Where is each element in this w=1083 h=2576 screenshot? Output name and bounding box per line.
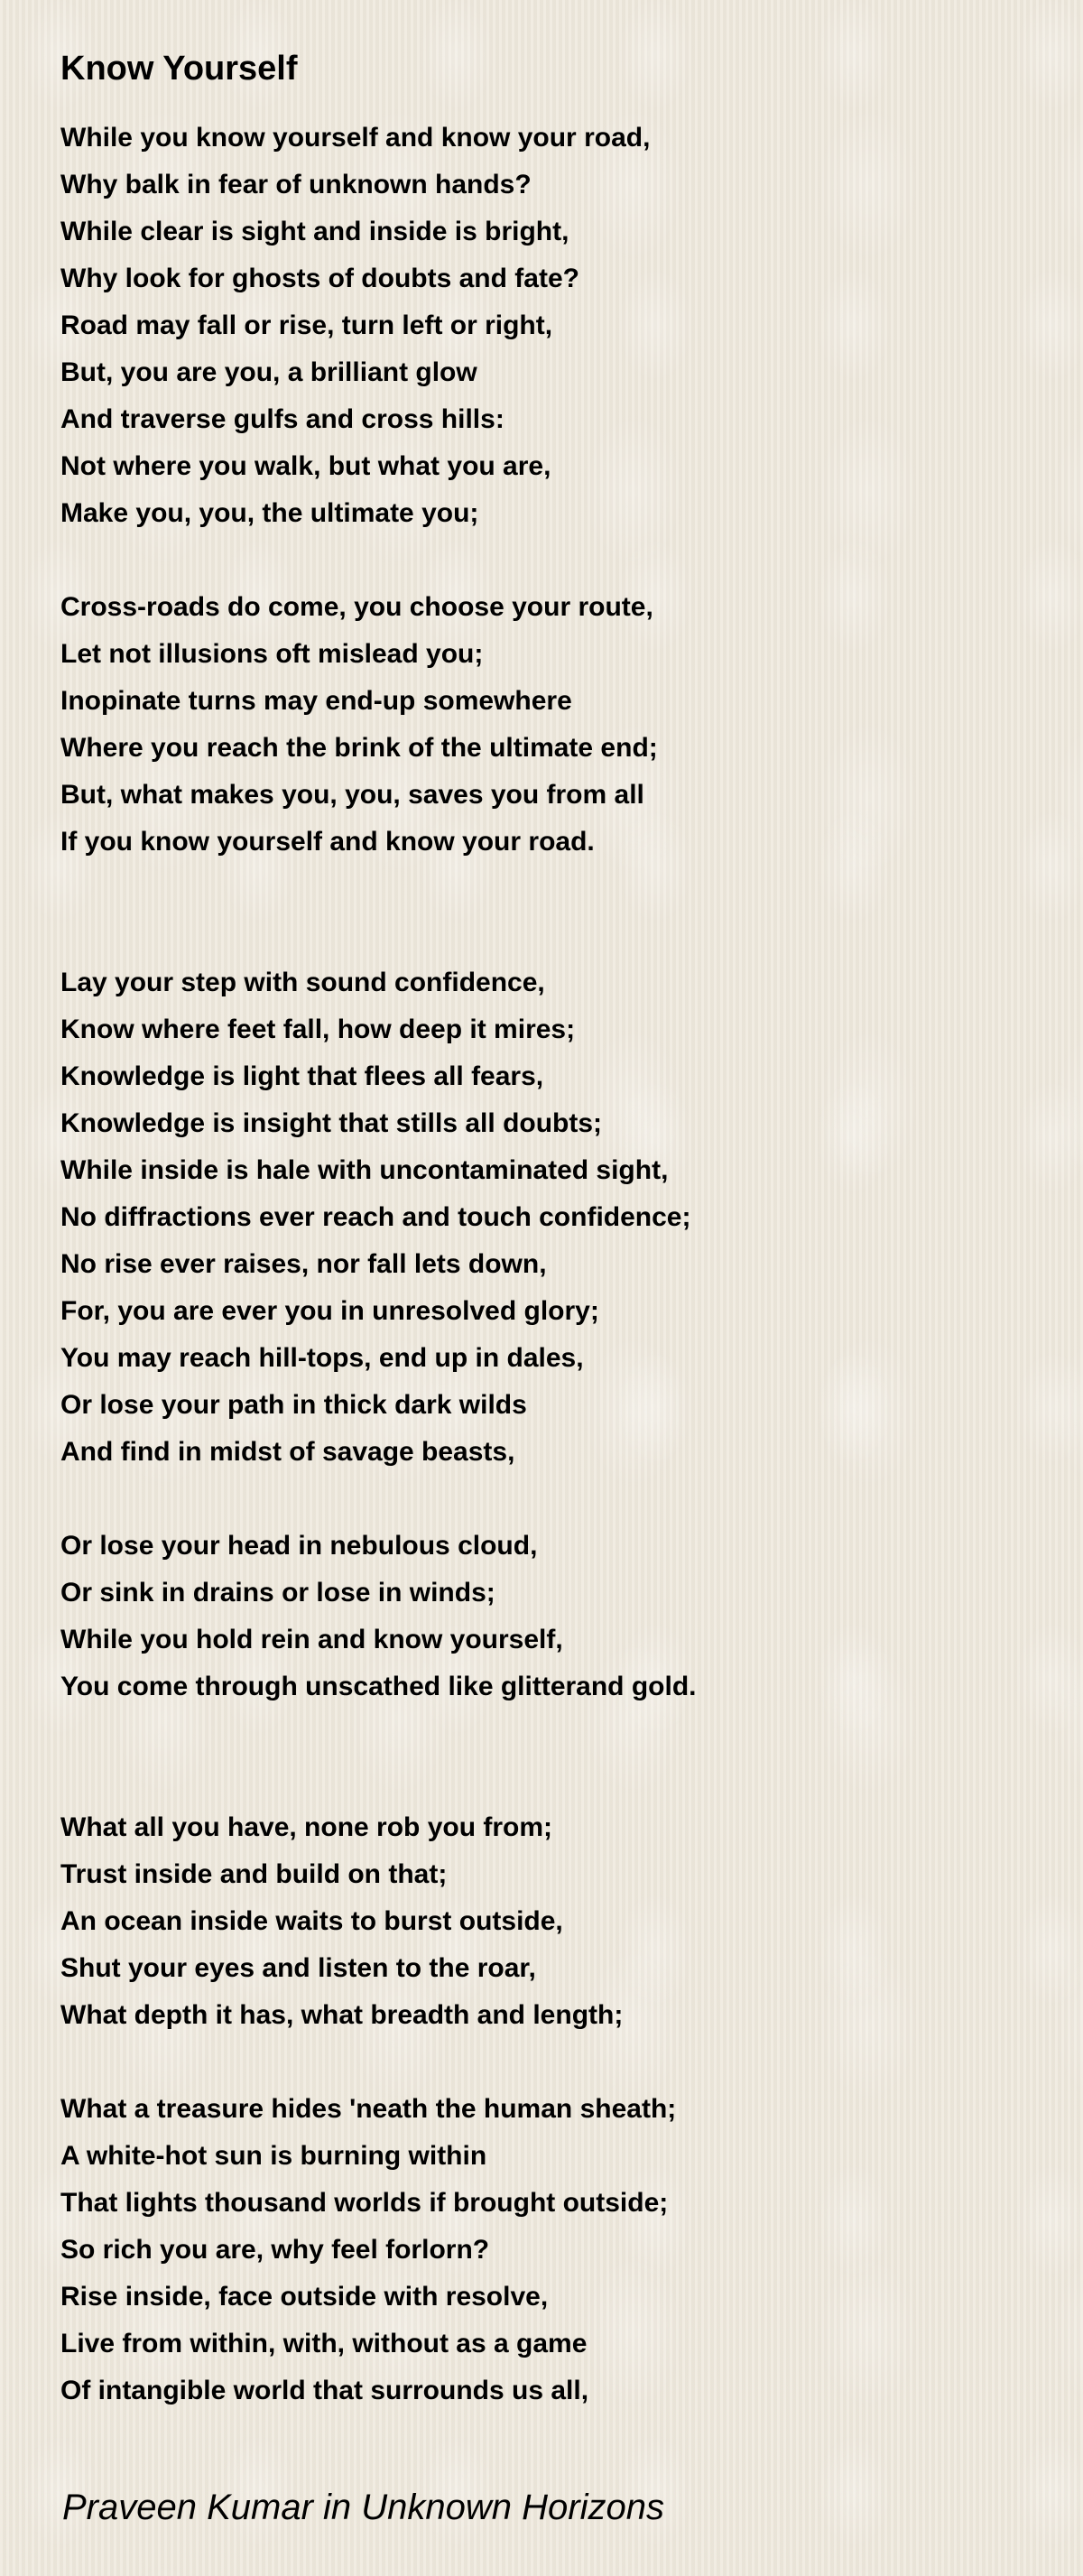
poem-line: While inside is hale with uncontaminated sight, xyxy=(60,1155,669,1185)
poem-line: Of intangible world that surrounds us all, xyxy=(60,2376,589,2405)
poem-line: Let not illusions oft mislead you; xyxy=(60,639,484,669)
poem-line: You come through unscathed like glitterand gold. xyxy=(60,1672,697,1701)
poem-line: Shut your eyes and listen to the roar, xyxy=(60,1953,536,1983)
poem-line: Lay your step with sound confidence, xyxy=(60,968,545,997)
poem-body xyxy=(60,115,1083,2414)
poem-line: Make you, you, the ultimate you; xyxy=(60,498,479,528)
poem-line: Inopinate turns may end-up somewhere xyxy=(60,686,572,716)
poem-line: No diffractions ever reach and touch confidence; xyxy=(60,1202,691,1232)
poem-line: What all you have, none rob you from; xyxy=(60,1812,553,1842)
poem-line: Why balk in fear of unknown hands? xyxy=(60,170,532,199)
stanza-break xyxy=(60,537,1083,584)
poem-line: If you know yourself and know your road. xyxy=(60,827,595,857)
poem-line: A white-hot sun is burning within xyxy=(60,2141,487,2171)
poem-title: Know Yourself xyxy=(60,50,298,88)
poem-line: Not where you walk, but what you are, xyxy=(60,451,551,481)
poem-line: But, you are you, a brilliant glow xyxy=(60,357,477,387)
poem-line: And traverse gulfs and cross hills: xyxy=(60,404,504,434)
poem-line: Or lose your head in nebulous cloud, xyxy=(60,1531,538,1561)
poem-line: Cross-roads do come, you choose your route, xyxy=(60,592,653,622)
stanza-break xyxy=(60,1710,1083,1757)
poem-line: Road may fall or rise, turn left or right, xyxy=(60,310,553,340)
poem-line: While clear is sight and inside is bright, xyxy=(60,217,569,246)
stanza-break xyxy=(60,866,1083,913)
poem-line: Trust inside and build on that; xyxy=(60,1859,448,1889)
poem-line: What a treasure hides 'neath the human sheath; xyxy=(60,2094,677,2124)
poem-line: An ocean inside waits to burst outside, xyxy=(60,1906,563,1936)
poem-line: Knowledge is light that flees all fears, xyxy=(60,1061,544,1091)
stanza-break xyxy=(60,1476,1083,1523)
poem-line: Or lose your path in thick dark wilds xyxy=(60,1390,527,1420)
poem-line: While you know yourself and know your road, xyxy=(60,123,651,153)
stanza-break xyxy=(60,1757,1083,1804)
poem-line: No rise ever raises, nor fall lets down, xyxy=(60,1249,547,1279)
poem-line: Know where feet fall, how deep it mires; xyxy=(60,1015,576,1044)
poem-line: Or sink in drains or lose in winds; xyxy=(60,1578,495,1608)
poem-line: But, what makes you, you, saves you from all xyxy=(60,780,644,810)
stanza-break xyxy=(60,913,1083,959)
poem-attribution: Praveen Kumar in Unknown Horizons xyxy=(62,2488,664,2527)
poem-line: Live from within, with, without as a game xyxy=(60,2329,588,2358)
poem-line: You may reach hill-tops, end up in dales, xyxy=(60,1343,584,1373)
poem-line: Knowledge is insight that stills all doubts; xyxy=(60,1108,603,1138)
poem-line: Where you reach the brink of the ultimate end; xyxy=(60,733,658,763)
poem-line: That lights thousand worlds if brought outside; xyxy=(60,2188,669,2218)
poem-line: What depth it has, what breadth and length; xyxy=(60,2000,624,2030)
poem-line: So rich you are, why feel forlorn? xyxy=(60,2235,490,2265)
poem-line: And find in midst of savage beasts, xyxy=(60,1437,515,1467)
poem-line: Rise inside, face outside with resolve, xyxy=(60,2282,549,2312)
stanza-break xyxy=(60,2039,1083,2086)
poem-line: For, you are ever you in unresolved glory; xyxy=(60,1296,599,1326)
poem-line: Why look for ghosts of doubts and fate? xyxy=(60,264,579,293)
poem-line: While you hold rein and know yourself, xyxy=(60,1625,563,1654)
